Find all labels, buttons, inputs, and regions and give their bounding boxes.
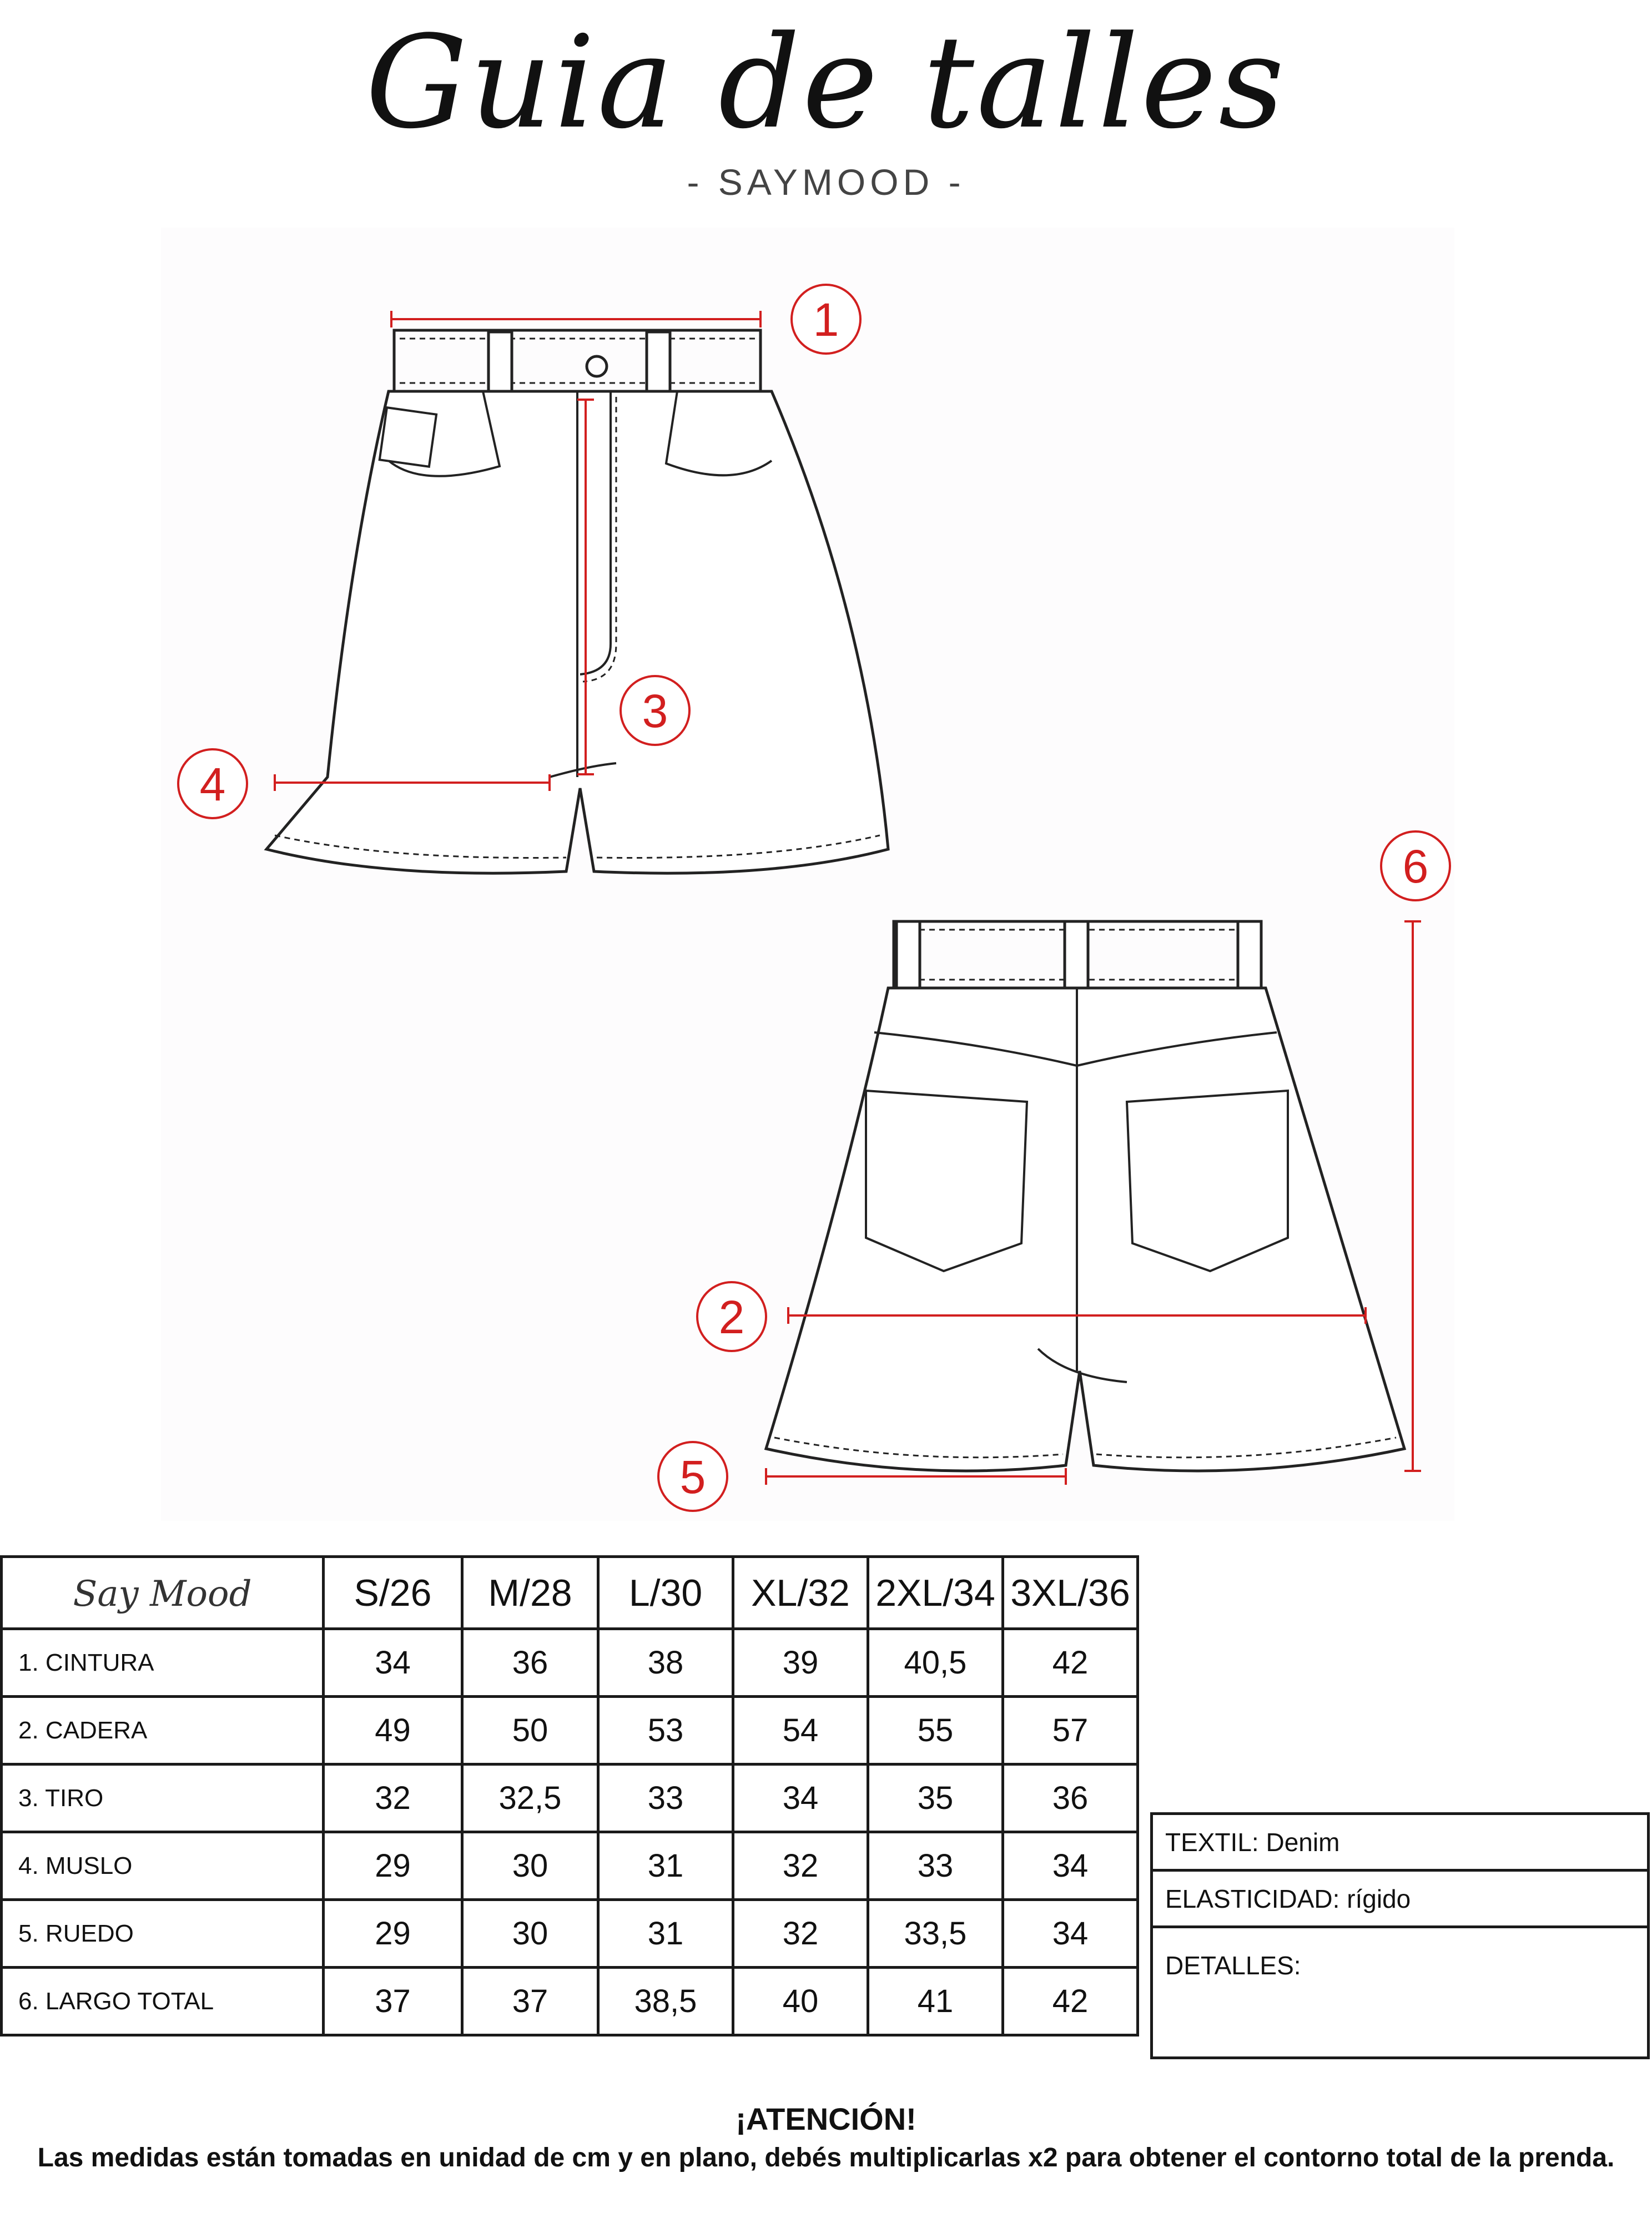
- table-cell: 33: [598, 1765, 733, 1832]
- marker-1: [792, 285, 860, 354]
- table-cell: 32,5: [462, 1765, 598, 1832]
- table-cell: 30: [462, 1900, 598, 1968]
- brand-subtitle: - SAYMOOD -: [687, 162, 965, 203]
- table-cell: 41: [868, 1968, 1003, 2035]
- table-cell: 40,5: [868, 1629, 1003, 1697]
- table-cell: 33,5: [868, 1900, 1003, 1968]
- size-header: S/26: [324, 1557, 462, 1629]
- table-cell: 42: [1003, 1629, 1138, 1697]
- table-cell: 33: [868, 1832, 1003, 1900]
- table-cell: 30: [462, 1832, 598, 1900]
- table-row: [2, 1765, 1138, 1832]
- front-waistband: [394, 330, 760, 391]
- table-row: [2, 1968, 1138, 2035]
- svg-text:6: 6: [1402, 840, 1429, 893]
- table-cell: 31: [598, 1832, 733, 1900]
- table-cell: 29: [324, 1832, 462, 1900]
- row-label: 6. LARGO TOTAL: [2, 1968, 324, 2035]
- size-header: L/30: [598, 1557, 733, 1629]
- size-header-row: [2, 1557, 1138, 1629]
- svg-text:3: 3: [642, 685, 668, 737]
- table-cell: 39: [733, 1629, 868, 1697]
- size-header: M/28: [462, 1557, 598, 1629]
- table-row: [2, 1697, 1138, 1765]
- logo-cell: [2, 1557, 324, 1629]
- size-table: [0, 1555, 1139, 2036]
- table-cell: 32: [324, 1765, 462, 1832]
- table-cell: 55: [868, 1697, 1003, 1765]
- size-header: 3XL/36: [1003, 1557, 1138, 1629]
- row-label: 3. TIRO: [2, 1765, 324, 1832]
- back-body-outline: [766, 988, 1404, 1471]
- table-cell: 29: [324, 1900, 462, 1968]
- saymood-logo: Say Mood: [73, 1573, 252, 1615]
- table-cell: 31: [598, 1900, 733, 1968]
- textil-info: TEXTIL: Denim: [1152, 1814, 1649, 1871]
- notice-text: Las medidas están tomadas en unidad de cm y en plano, debés multiplicarlas x2 para obtener el contorno total de la prenda.: [37, 2143, 1615, 2172]
- front-waistband-stitch: [400, 339, 755, 383]
- notice-title: ¡ATENCIÓN!: [736, 2101, 916, 2136]
- front-button: [587, 356, 607, 376]
- table-row: [2, 1629, 1138, 1697]
- size-header: XL/32: [733, 1557, 868, 1629]
- table-cell: 32: [733, 1832, 868, 1900]
- svg-text:4: 4: [199, 758, 226, 810]
- marker-4: [178, 749, 247, 818]
- size-header: 2XL/34: [868, 1557, 1003, 1629]
- fabric-info-table: [1150, 1812, 1650, 2059]
- table-cell: 53: [598, 1697, 733, 1765]
- table-cell: 34: [1003, 1900, 1138, 1968]
- row-label: 5. RUEDO: [2, 1900, 324, 1968]
- table-cell: 38: [598, 1629, 733, 1697]
- table-cell: 40: [733, 1968, 868, 2035]
- marker-2: [697, 1282, 766, 1351]
- table-cell: 50: [462, 1697, 598, 1765]
- svg-text:2: 2: [718, 1291, 745, 1343]
- table-cell: 57: [1003, 1697, 1138, 1765]
- table-cell: 38,5: [598, 1968, 733, 2035]
- back-shorts: [766, 921, 1404, 1471]
- table-cell: 49: [324, 1697, 462, 1765]
- elasticidad-info: ELASTICIDAD: rígido: [1152, 1871, 1649, 1927]
- marker-6: [1381, 831, 1450, 900]
- table-row: [2, 1900, 1138, 1968]
- table-cell: 36: [1003, 1765, 1138, 1832]
- table-cell: 54: [733, 1697, 868, 1765]
- table-cell: 32: [733, 1900, 868, 1968]
- measure-line-6: [1404, 921, 1421, 1471]
- table-cell: 34: [324, 1629, 462, 1697]
- row-label: 4. MUSLO: [2, 1832, 324, 1900]
- table-cell: 37: [324, 1968, 462, 2035]
- row-label: 2. CADERA: [2, 1697, 324, 1765]
- marker-5: [658, 1442, 727, 1511]
- table-cell: 37: [462, 1968, 598, 2035]
- table-cell: 35: [868, 1765, 1003, 1832]
- table-cell: 34: [733, 1765, 868, 1832]
- page-title: Guia de talles: [365, 9, 1287, 157]
- table-row: [2, 1832, 1138, 1900]
- row-label: 1. CINTURA: [2, 1629, 324, 1697]
- table-cell: 42: [1003, 1968, 1138, 2035]
- table-cell: 36: [462, 1629, 598, 1697]
- measure-line-1: [391, 311, 760, 327]
- detalles-info: DETALLES:: [1152, 1927, 1649, 2058]
- front-shorts: [266, 330, 888, 873]
- marker-3: [621, 676, 689, 745]
- svg-text:5: 5: [679, 1451, 706, 1503]
- table-cell: 34: [1003, 1832, 1138, 1900]
- svg-text:1: 1: [813, 294, 839, 346]
